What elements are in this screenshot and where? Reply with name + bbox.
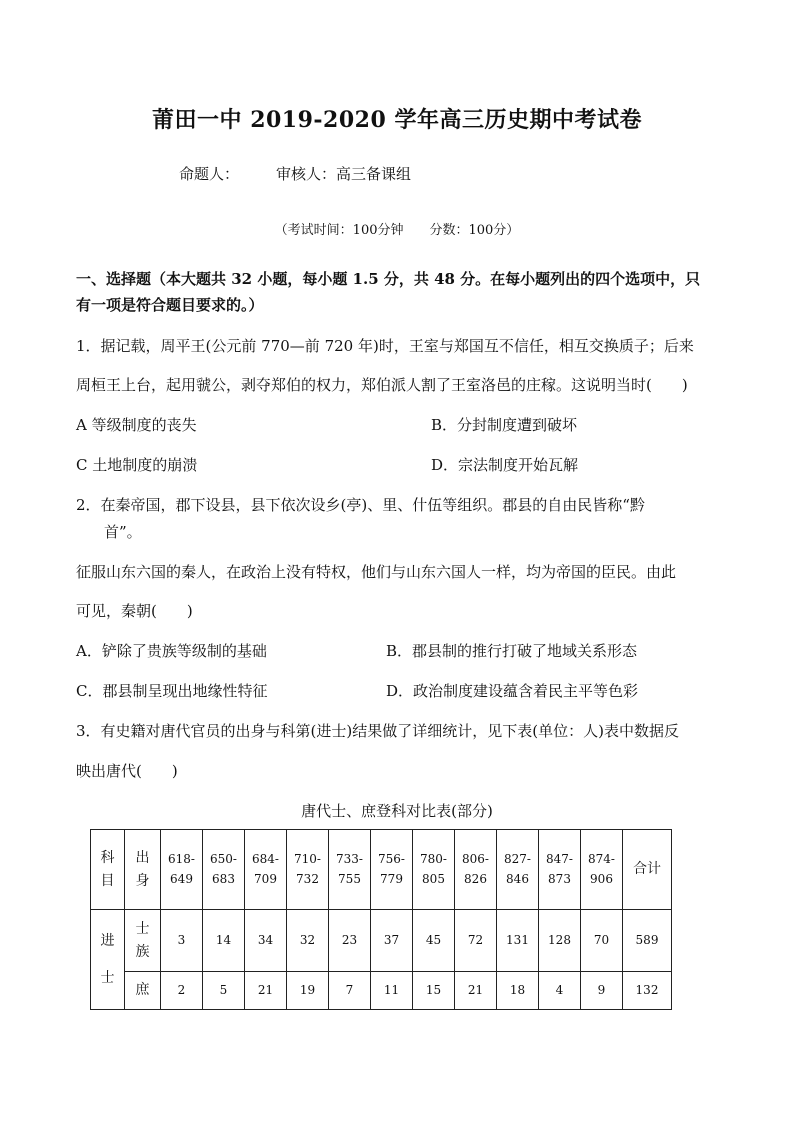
- period-cell: 756- 779: [371, 830, 413, 910]
- author-label: 命题人：: [179, 165, 240, 183]
- table-caption: 唐代士、庶登科对比表(部分): [301, 802, 493, 820]
- subject-cell: 进 士: [91, 910, 125, 1010]
- value-cell: 45: [413, 910, 455, 972]
- value-cell: 5: [203, 972, 245, 1010]
- value-cell: 37: [371, 910, 413, 972]
- value-cell: 72: [455, 910, 497, 972]
- origin-cell: 庶: [125, 972, 161, 1010]
- page-title: 莆田一中 2019-2020 学年高三历史期中考试卷: [152, 107, 642, 133]
- q1-line1: 1．据记载，周平王(公元前 770—前 720 年)时，王室与郑国互不信任，相互交换质子；后来: [76, 337, 694, 355]
- period-cell: 710- 732: [287, 830, 329, 910]
- header-subject-cell: 科 目: [91, 830, 125, 910]
- table-row: [91, 972, 672, 1010]
- value-cell: 131: [497, 910, 539, 972]
- q1-option-c: C 土地制度的崩溃: [76, 456, 198, 474]
- value-cell: 9: [581, 972, 623, 1010]
- q1-line2: 周桓王上台，起用虢公，剥夺郑伯的权力，郑伯派人割了王室洛邑的庄稼。这说明当时( ): [76, 376, 688, 394]
- value-cell: 34: [245, 910, 287, 972]
- q2-option-c: C．郡县制呈现出地缘性特征: [76, 682, 268, 700]
- value-cell: 3: [161, 910, 203, 972]
- value-cell: 32: [287, 910, 329, 972]
- value-cell: 18: [497, 972, 539, 1010]
- period-cell: 618- 649: [161, 830, 203, 910]
- total-cell: 589: [623, 910, 672, 972]
- value-cell: 19: [287, 972, 329, 1010]
- q1-option-a: A 等级制度的丧失: [76, 416, 197, 434]
- total-header-cell: 合计: [623, 830, 672, 910]
- q1-option-d: D．宗法制度开始瓦解: [431, 456, 579, 474]
- value-cell: 21: [455, 972, 497, 1010]
- period-cell: 827- 846: [497, 830, 539, 910]
- q2-option-b: B．郡县制的推行打破了地域关系形态: [386, 642, 638, 660]
- value-cell: 21: [245, 972, 287, 1010]
- origin-cell: 士 族: [125, 910, 161, 972]
- value-cell: 70: [581, 910, 623, 972]
- header-origin-cell: 出 身: [125, 830, 161, 910]
- period-cell: 847- 873: [539, 830, 581, 910]
- q3-line1: 3．有史籍对唐代官员的出身与科第(进士)结果做了详细统计，见下表(单位：人)表中数据反: [76, 722, 679, 740]
- value-cell: 11: [371, 972, 413, 1010]
- q2-line3: 征服山东六国的秦人，在政治上没有特权，他们与山东六国人一样，均为帝国的臣民。由此: [76, 563, 677, 581]
- q3-line2: 映出唐代( ): [76, 762, 178, 780]
- period-cell: 650- 683: [203, 830, 245, 910]
- q2-line1: 2．在秦帝国，郡下设县，县下依次设乡(亭)、里、什伍等组织。郡县的自由民皆称“黔: [76, 496, 645, 514]
- q2-option-a: A．铲除了贵族等级制的基础: [76, 642, 267, 660]
- period-cell: 780- 805: [413, 830, 455, 910]
- reviewer-label: 审核人：高三备课组: [276, 165, 412, 183]
- value-cell: 15: [413, 972, 455, 1010]
- period-cell: 874- 906: [581, 830, 623, 910]
- total-cell: 132: [623, 972, 672, 1010]
- table-header-row: [91, 830, 672, 910]
- q1-option-b: B．分封制度遭到破坏: [431, 416, 578, 434]
- period-cell: 733- 755: [329, 830, 371, 910]
- section-heading-line2: 有一项是符合题目要求的。）: [76, 296, 264, 314]
- exam-info: （考试时间：100分钟 分数：100分）: [274, 223, 520, 238]
- q2-option-d: D．政治制度建设蕴含着民主平等色彩: [386, 682, 639, 700]
- value-cell: 23: [329, 910, 371, 972]
- period-cell: 806- 826: [455, 830, 497, 910]
- value-cell: 2: [161, 972, 203, 1010]
- section-heading-line1: 一、选择题（本大题共 32 小题，每小题 1.5 分，共 48 分。在每小题列出的四个选项中，只: [76, 270, 701, 288]
- value-cell: 7: [329, 972, 371, 1010]
- value-cell: 4: [539, 972, 581, 1010]
- table-row: [91, 910, 672, 972]
- q2-line2: 首”。: [104, 523, 142, 541]
- q2-line4: 可见，秦朝( ): [76, 602, 193, 620]
- period-cell: 684- 709: [245, 830, 287, 910]
- results-table: [90, 829, 672, 1010]
- value-cell: 14: [203, 910, 245, 972]
- value-cell: 128: [539, 910, 581, 972]
